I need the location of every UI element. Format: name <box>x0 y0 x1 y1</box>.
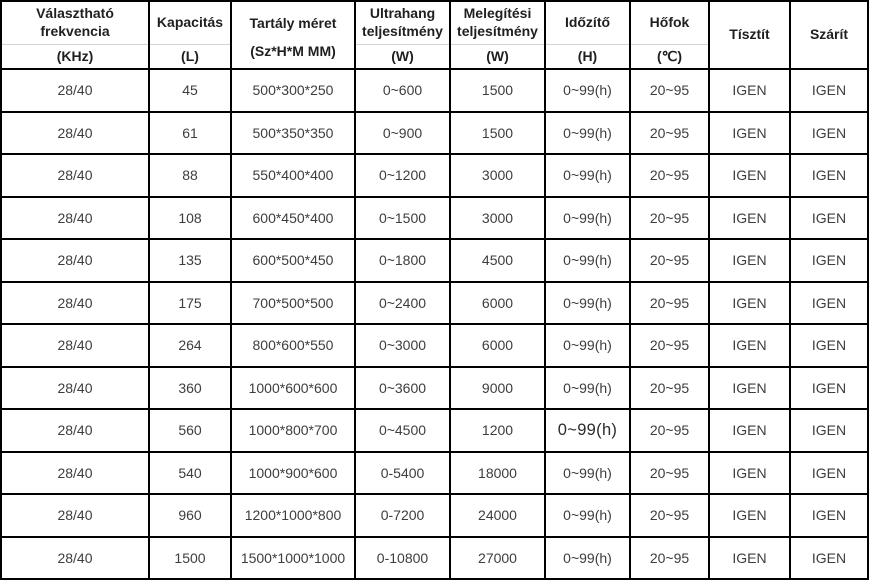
table-cell: IGEN <box>790 537 868 580</box>
table-cell: 1500*1000*1000 <box>231 537 355 580</box>
table-cell: 28/40 <box>1 537 149 580</box>
table-cell: 135 <box>149 239 231 282</box>
table-cell: 360 <box>149 367 231 410</box>
table-cell: 0~99(h) <box>545 324 630 367</box>
table-cell: 28/40 <box>1 367 149 410</box>
header-clean <box>709 1 790 69</box>
header-heating-power-unit: (W) <box>451 44 544 68</box>
table-row <box>1 239 868 282</box>
header-capacity-label: Kapacitás <box>156 13 224 30</box>
table-body <box>1 69 868 579</box>
table-cell: IGEN <box>709 282 790 325</box>
table-cell: 264 <box>149 324 231 367</box>
table-cell: IGEN <box>790 197 868 240</box>
table-cell: 960 <box>149 494 231 537</box>
table-cell: 28/40 <box>1 197 149 240</box>
table-cell: 0-10800 <box>355 537 450 580</box>
table-cell: 0~99(h) <box>545 409 630 452</box>
table-cell: 0~1500 <box>355 197 450 240</box>
table-cell: IGEN <box>709 69 790 112</box>
header-heating-power-label: Melegítési teljesítmény <box>457 5 538 39</box>
header-frequency <box>1 1 149 69</box>
table-cell: 28/40 <box>1 112 149 155</box>
table-row <box>1 494 868 537</box>
table-cell: 0~99(h) <box>545 537 630 580</box>
table-cell: 0~99(h) <box>545 239 630 282</box>
table-cell: 550*400*400 <box>231 154 355 197</box>
table-cell: IGEN <box>790 282 868 325</box>
table-cell: IGEN <box>709 112 790 155</box>
table-cell: IGEN <box>790 112 868 155</box>
table-cell: 700*500*500 <box>231 282 355 325</box>
table-cell: 540 <box>149 452 231 495</box>
table-cell: 20~95 <box>630 112 709 155</box>
table-cell: 0~99(h) <box>545 494 630 537</box>
table-row <box>1 537 868 580</box>
header-frequency-unit: (KHz) <box>2 44 148 68</box>
table-cell: 20~95 <box>630 197 709 240</box>
table-cell: 0~99(h) <box>545 154 630 197</box>
table-row <box>1 282 868 325</box>
table-row <box>1 367 868 410</box>
header-capacity <box>149 1 231 69</box>
table-cell: 560 <box>149 409 231 452</box>
table-cell: 20~95 <box>630 494 709 537</box>
table-row <box>1 409 868 452</box>
table-cell: IGEN <box>790 69 868 112</box>
table-cell: 0-5400 <box>355 452 450 495</box>
table-cell: IGEN <box>709 154 790 197</box>
table-cell: 28/40 <box>1 409 149 452</box>
table-cell: IGEN <box>790 324 868 367</box>
table-cell: 24000 <box>450 494 545 537</box>
table-row <box>1 112 868 155</box>
table-cell: 0-7200 <box>355 494 450 537</box>
table-cell: 61 <box>149 112 231 155</box>
table-cell: 1000*900*600 <box>231 452 355 495</box>
table-header <box>1 1 868 69</box>
table-cell: IGEN <box>709 537 790 580</box>
header-timer <box>545 1 630 69</box>
table-row <box>1 197 868 240</box>
table-cell: IGEN <box>790 367 868 410</box>
header-timer-label: Időzítő <box>564 13 611 30</box>
table-cell: 88 <box>149 154 231 197</box>
header-capacity-unit: (L) <box>150 44 230 68</box>
table-cell: 0~1200 <box>355 154 450 197</box>
table-cell: 20~95 <box>630 239 709 282</box>
header-temperature-unit: (℃) <box>631 44 708 68</box>
table-cell: IGEN <box>790 452 868 495</box>
table-cell: 600*450*400 <box>231 197 355 240</box>
header-temperature-label: Hőfok <box>649 13 690 30</box>
table-cell: 20~95 <box>630 69 709 112</box>
table-cell: 0~99(h) <box>545 452 630 495</box>
table-cell: 20~95 <box>630 324 709 367</box>
table-cell: IGEN <box>709 239 790 282</box>
table-cell: 27000 <box>450 537 545 580</box>
table-cell: 0~900 <box>355 112 450 155</box>
table-cell: 20~95 <box>630 452 709 495</box>
table-cell: 0~600 <box>355 69 450 112</box>
table-cell: 1200 <box>450 409 545 452</box>
table-cell: 500*300*250 <box>231 69 355 112</box>
table-cell: 3000 <box>450 197 545 240</box>
table-cell: 28/40 <box>1 452 149 495</box>
table-cell: 9000 <box>450 367 545 410</box>
table-cell: IGEN <box>709 494 790 537</box>
header-heating-power <box>450 1 545 69</box>
header-timer-unit: (H) <box>546 44 629 68</box>
table-cell: IGEN <box>709 324 790 367</box>
table-cell: 45 <box>149 69 231 112</box>
table-cell: IGEN <box>790 494 868 537</box>
table-cell: 20~95 <box>630 367 709 410</box>
table-cell: IGEN <box>709 367 790 410</box>
table-cell: 0~4500 <box>355 409 450 452</box>
table-cell: 28/40 <box>1 282 149 325</box>
table-cell: 0~3600 <box>355 367 450 410</box>
table-row <box>1 69 868 112</box>
table-cell: 20~95 <box>630 282 709 325</box>
table-cell: IGEN <box>790 239 868 282</box>
header-tank-size <box>231 1 355 69</box>
table-cell: IGEN <box>709 197 790 240</box>
table-cell: 28/40 <box>1 324 149 367</box>
header-tank-size-unit: (Sz*H*M MM) <box>250 42 336 59</box>
table-cell: 600*500*450 <box>231 239 355 282</box>
table-cell: 0~2400 <box>355 282 450 325</box>
table-cell: 108 <box>149 197 231 240</box>
table-cell: 4500 <box>450 239 545 282</box>
table-cell: 28/40 <box>1 494 149 537</box>
table-cell: 0~99(h) <box>545 367 630 410</box>
header-row <box>1 1 868 69</box>
header-temperature <box>630 1 709 69</box>
header-frequency-label: Választható frekvencia <box>36 5 114 39</box>
table-cell: 28/40 <box>1 154 149 197</box>
header-tank-size-label: Tartály méret <box>249 14 337 31</box>
table-cell: 28/40 <box>1 69 149 112</box>
table-cell: IGEN <box>709 452 790 495</box>
table-cell: 500*350*350 <box>231 112 355 155</box>
table-row <box>1 452 868 495</box>
table-cell: 0~1800 <box>355 239 450 282</box>
header-ultrasonic-power-unit: (W) <box>356 44 449 68</box>
table-cell: 28/40 <box>1 239 149 282</box>
table-cell: 1500 <box>149 537 231 580</box>
table-cell: 0~99(h) <box>545 112 630 155</box>
table-cell: 800*600*550 <box>231 324 355 367</box>
table-cell: 0~99(h) <box>545 197 630 240</box>
table-cell: 0~99(h) <box>545 69 630 112</box>
table-cell: 20~95 <box>630 409 709 452</box>
table-cell: 1500 <box>450 112 545 155</box>
header-ultrasonic-power <box>355 1 450 69</box>
header-dry <box>790 1 868 69</box>
table-cell: IGEN <box>709 409 790 452</box>
header-ultrasonic-power-label: Ultrahang teljesítmény <box>362 5 443 39</box>
table-cell: 1500 <box>450 69 545 112</box>
table-cell: 6000 <box>450 282 545 325</box>
table-cell: IGEN <box>790 409 868 452</box>
table-row <box>1 324 868 367</box>
table-cell: 1200*1000*800 <box>231 494 355 537</box>
table-cell: 175 <box>149 282 231 325</box>
table-cell: 0~3000 <box>355 324 450 367</box>
table-cell: 1000*800*700 <box>231 409 355 452</box>
table-cell: 20~95 <box>630 537 709 580</box>
table-row <box>1 154 868 197</box>
table-cell: 20~95 <box>630 154 709 197</box>
header-clean-label: Tísztít <box>729 26 770 43</box>
table-cell: 6000 <box>450 324 545 367</box>
header-dry-label: Szárít <box>809 26 849 43</box>
table-cell: IGEN <box>790 154 868 197</box>
table-cell: 0~99(h) <box>545 282 630 325</box>
table-cell: 18000 <box>450 452 545 495</box>
table-cell: 3000 <box>450 154 545 197</box>
table-cell: 1000*600*600 <box>231 367 355 410</box>
